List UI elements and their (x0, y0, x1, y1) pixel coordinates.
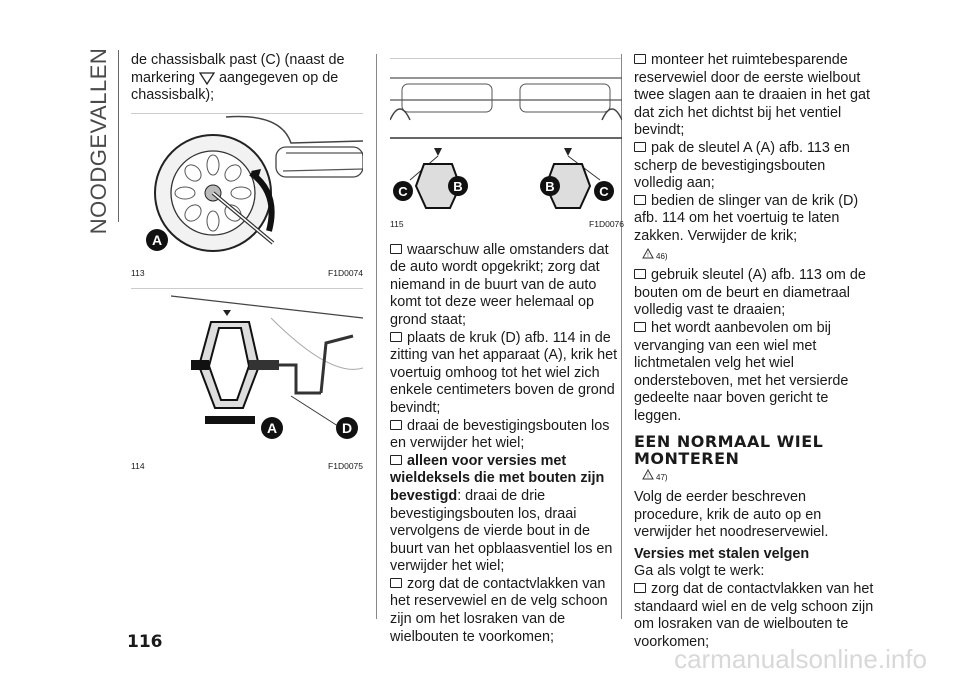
marker-triangle-icon (199, 71, 215, 85)
figure-115-code: F1D0076 (589, 219, 624, 229)
section-tab-label: NOODGEVALLEN (86, 47, 111, 235)
warning-ref: ! 47) (642, 469, 874, 487)
bullet-icon (390, 244, 402, 254)
svg-text:!: ! (647, 474, 649, 481)
figure-115-caption (390, 216, 624, 234)
figure-114-code: F1D0075 (328, 461, 363, 472)
column-2 (390, 52, 624, 646)
page-number: 116 (127, 632, 163, 652)
bullet-icon (390, 578, 402, 588)
list-item: plaats de kruk (D) afb. 114 in de zitting van het apparaat (A), krik het voertuig omhoog tot het wiel zich enkele centimeters boven de grond bevindt; (390, 329, 618, 416)
intro-text-b: aangegeven op de chassisbalk); (131, 69, 339, 104)
bullet-icon (634, 322, 646, 332)
watermark: carmanualsonline.info (674, 644, 927, 674)
intro-text-a: de chassisbalk past (C) (naast de markering (131, 52, 345, 86)
bullet-icon (634, 54, 646, 64)
bullet-icon (634, 583, 646, 593)
section-heading: EEN NORMAAL WIEL MONTEREN (634, 432, 824, 469)
figure-113-code: F1D0074 (328, 267, 363, 278)
paragraph: Volg de eerder beschreven procedure, krik de auto op en verwijder het noodreservewiel. (634, 489, 829, 541)
figure-113-caption (131, 265, 363, 283)
figure-113-number: 113 (131, 267, 145, 278)
bullet-icon (390, 420, 402, 430)
list-item: monteer het ruimtebesparende reservewiel door de eerste wielbout twee slagen aan te draaien in het gat dat zich het dichtst bij het ventiel bevindt; (634, 52, 871, 139)
list-item: draai de bevestigingsbouten los en verwijder het wiel; (390, 417, 610, 452)
figure-115-number: 115 (390, 219, 404, 229)
figure-115-label-b-left: B (453, 179, 463, 194)
figure-115-label-c-right: C (599, 184, 609, 199)
bullet-icon (634, 269, 646, 279)
list-item: zorg dat de contactvlakken van het reservewiel en de velg schoon zijn om het losraken van de wielbouten te voorkomen; (390, 575, 608, 645)
jack-crank-illustration (131, 288, 363, 456)
jack-points-illustration (390, 58, 622, 214)
figure-114 (131, 288, 363, 476)
wheel-wrench-illustration (131, 113, 363, 263)
figure-114-label-a: A (266, 420, 278, 437)
warning-triangle-icon (642, 469, 654, 480)
figure-114-label-d: D (341, 420, 353, 437)
list-item: het wordt aanbevolen om bij vervanging van een wiel met lichtmetalen velg het wiel ondersteboven, met het versierde gedeelte naar boven gericht te leggen. (634, 319, 849, 424)
column-3 (634, 52, 874, 651)
warning-ref: ! 46) (642, 248, 874, 266)
column-1 (131, 52, 363, 476)
bullet-icon (634, 195, 646, 205)
bullet-icon (390, 332, 402, 342)
list-item: bedien de slinger van de krik (D) afb. 114 om het voertuig te laten zakken. Verwijder de krik; (634, 192, 859, 244)
list-item: waarschuw alle omstanders dat de auto wordt opgekrikt; zorg dat niemand in de buurt van de auto komt tot deze weer helemaal op grond staat; (390, 241, 609, 328)
list-item: pak de sleutel A (A) afb. 113 en scherp de bevestigingsbouten volledig aan; (634, 139, 850, 192)
intro-text (131, 52, 363, 105)
figure-114-caption (131, 458, 363, 476)
list-item: gebruik sleutel (A) afb. 113 om de bouten om de beurt en diametraal volledig vast te draaien; (634, 267, 866, 319)
figure-114-number: 114 (131, 461, 145, 472)
figure-115-label-c-left: C (398, 184, 408, 199)
figure-115-label-b-right: B (545, 179, 555, 194)
figure-113-label-a: A (151, 231, 163, 248)
warning-triangle-icon (642, 248, 654, 259)
section-divider (118, 50, 119, 222)
column-rule-1 (376, 54, 377, 619)
subheading: Versies met stalen velgen (634, 545, 810, 562)
section-tab (86, 47, 112, 235)
figure-115 (390, 58, 624, 234)
paragraph: Ga als volgt te werk: (634, 563, 765, 580)
figure-113 (131, 113, 363, 283)
list-item: zorg dat de contactvlakken van het standaard wiel en de velg schoon zijn om losraken van de wielbouten te voorkomen; (634, 581, 874, 650)
list-item: alleen voor versies met wieldeksels die met bouten zijn bevestigd: draai de drie bevestigingsbouten los, draai vervolgens de vierde bout in de buurt van het opblaasventiel los en verwijder het wiel; (390, 452, 613, 575)
svg-text:!: ! (647, 252, 649, 259)
bullet-icon (390, 455, 402, 465)
bullet-icon (634, 142, 646, 152)
